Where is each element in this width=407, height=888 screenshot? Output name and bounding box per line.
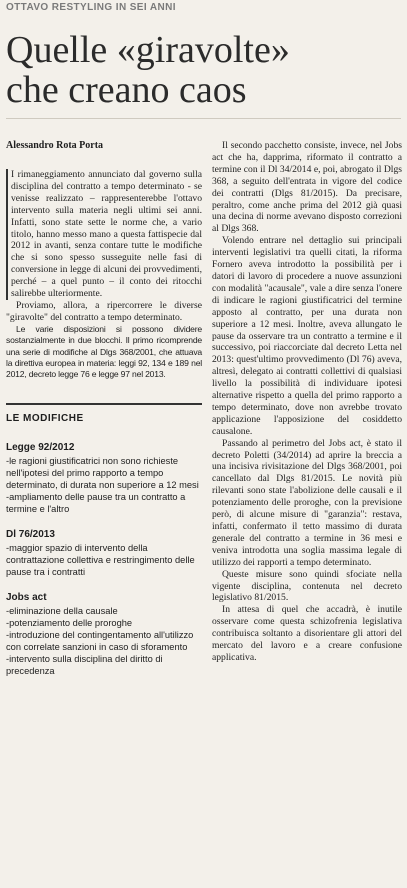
list-item: -ampliamento delle pause tra un contratto a termine e l'altro (6, 491, 186, 514)
list-item: -maggior spazio di intervento della contrattazione collettiva e restringimento delle pause tra i contratti (6, 542, 195, 577)
paragraph: In attesa di quel che accadrà, è inutile osservare come questa schizofrenia legislativa contribuisca soltanto a disorientare gli attori del mercato del lavoro e a creare confusione applicativa. (212, 604, 402, 663)
group-heading: Legge 92/2012 (6, 441, 75, 453)
paragraph: Proviamo, allora, a ripercorrere le diverse "giravolte" del contratto a tempo determinato. (6, 299, 202, 323)
paragraph: Il secondo pacchetto consiste, invece, nel Jobs act che ha, dapprima, riformato il contratto a termine con il Dl 34/2014 e, poi, abrogato il Dlgs 368, a seguito dell'entrata in vigore del codice dei contratti (Dlgs 81/2015). Da precisare, peraltro, come anche prima del 2012 già quasi una decina di norme avevano disposto correzioni al Dlgs 368. (212, 140, 402, 235)
paragraph: Volendo entrare nel dettaglio sui principali interventi legislativi tra quelli citati, la riforma Fornero aveva introdotto la possibilità per i datori di lavoro di procedere a nuove assunzioni con modalità "acausale", vale a dire senza l'onere di indicare le ragioni giustificatrici del termine apposto al contratto, per una durata non superiore a 12 mesi. Inoltre, aveva allungato le pause da osservare tra un contratto a termine e il successivo, poi riaccorciate dal decreto Letta nel 2013: quest'ultimo provvedimento (Dl 76) aveva, altresì, delegato ai contratti collettivi di qualsiasi livello la possibilità di individuare ipotesi alternative rispetto a quella del primo rapporto a tempo determinato, dove non avrebbe trovato applicazione l'apposizione del cosiddetto causalone. (212, 235, 402, 437)
group-heading: Jobs act (6, 591, 47, 603)
divider (6, 118, 401, 119)
paragraph: Queste misure sono quindi sfociate nella vigente disciplina, contenuta nel decreto legislativo 81/2015. (212, 568, 402, 604)
box-title: LE MODIFICHE (6, 412, 84, 424)
headline (6, 30, 402, 110)
paragraph: I rimaneggiamento annunciato dal governo sulla disciplina del contratto a tempo determinato - se venisse realizzato – rappresenterebbe l'ottavo intervento sulla materia negli ultimi sei anni. Infatti, sono state sette le norme che, a vario titolo, hanno messo mano a questa fattispecie dal 2012 in avanti, senza contare tutte le modifiche che si sono spesso susseguite nelle fasi di conversione in legge di alcuni dei provvedimenti, perché – a quel punto – il conto dei ritocchi salirebbe ulteriormente. (6, 169, 202, 300)
right-column (212, 140, 402, 664)
modification-group (6, 442, 202, 515)
paragraph: Le varie disposizioni si possono dividere sostanzialmente in due blocchi. Il primo ricomprende una serie di modifiche al Dlgs 368/2001, che attuava la direttiva europea in materia: leggi 92, 134 e 189 nel 2012, decreto legge 76 e legge 97 nel 2013. (6, 323, 202, 380)
list-item: -intervento sulla disciplina del diritto di precedenza (6, 653, 163, 676)
headline-line-1: Quelle «giravolte» (6, 29, 290, 71)
modifications-box (6, 403, 202, 677)
list-item: -introduzione del contingentamento all'utilizzo con correlate sanzioni in caso di sforamento (6, 629, 194, 652)
kicker: OTTAVO RESTYLING IN SEI ANNI (6, 2, 176, 13)
group-heading: Dl 76/2013 (6, 528, 55, 540)
headline-line-2: che creano caos (6, 69, 247, 111)
paragraph: Passando al perimetro del Jobs act, è stato il decreto Poletti (34/2014) ad aprire la breccia a una incisiva rivisitazione del Dlgs 368/2001, poi cancellato dal Dlgs 81/2015. Le novità più rilevanti sono state l'abolizione delle causali e il potenziamento delle proroghe, con la previsione però, di alcune misure di "garanzia": restava, infatti, confermato il tetto massimo di durata generale del contratto a termine in 36 mesi e veniva introdotta una soglia massima legale di utilizzo dei rapporti a tempo determinato. (212, 437, 402, 568)
byline: Alessandro Rota Porta (6, 140, 104, 151)
modification-group (6, 592, 202, 677)
modification-group (6, 529, 202, 578)
list-item: -le ragioni giustificatrici non sono richieste nell'ipotesi del primo rapporto a tempo determinato, di durata non superiore a 12 mesi (6, 455, 199, 490)
list-item: -potenziamento delle proroghe (6, 617, 133, 628)
list-item: -eliminazione della causale (6, 605, 118, 616)
left-column (6, 140, 202, 691)
